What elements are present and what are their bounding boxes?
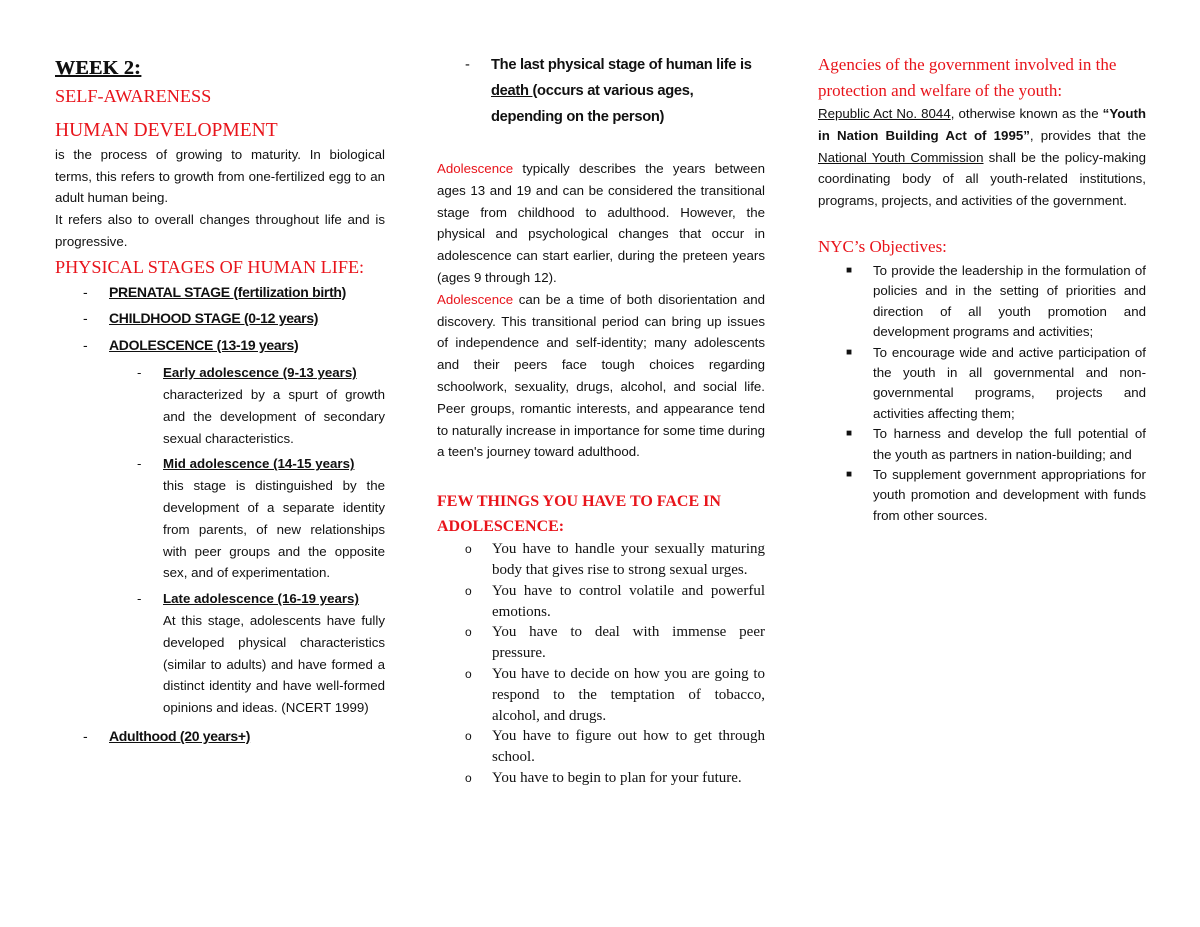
adulthood-list: [55, 723, 385, 750]
nyc-name: National Youth Commission: [818, 149, 984, 165]
list-item: o You have to decide on how you are going to respond to the temptation of tobacco, alcohol, and drugs.: [465, 665, 765, 724]
adolescence-paragraph-2: Adolescence can be a time of both disorientation and discovery. This transitional period can bring up issues of independence and self-identity; many adolescents and their peers face tough choices regarding schoolwork, sexuality, drugs, alcohol, and social life. Peer groups, romantic interests, and appearance tend to naturally increase in importance for some time during a teen's journey toward adulthood.: [437, 291, 765, 460]
substage-item: - Mid adolescence (14-15 years) this stage is distinguished by the development of a separate identity from parents, of new relationships with peer groups and the opposite sex, and of experimentation.: [137, 456, 385, 581]
objectives-heading: NYC’s Objectives:: [818, 236, 947, 256]
physical-stages-heading: PHYSICAL STAGES OF HUMAN LIFE:: [55, 256, 365, 277]
objectives-list: [818, 261, 1146, 526]
list-item: o You have to handle your sexually maturing body that gives rise to strong sexual urges.: [465, 541, 765, 578]
column-middle: [437, 52, 765, 789]
list-item: o You have to begin to plan for your future.: [465, 769, 742, 786]
list-item: o You have to figure out how to get through school.: [465, 728, 765, 766]
substage-text: At this stage, adolescents have fully developed physical characteristics (similar to adults) and have formed a distinct identity and have well-formed opinions and ideas. (NCERT 1999): [163, 613, 385, 716]
substage-title: Mid adolescence (14-15 years): [163, 456, 355, 472]
adolescence-term: Adolescence: [437, 161, 514, 176]
substage-title: Early adolescence (9-13 years): [163, 365, 357, 381]
adolescence-paragraph-1: Adolescence typically describes the years between ages 13 and 19 and can be considered the transitional stage from childhood to adulthood. However, the physical and psychological changes that occur in adolescence can start earlier, during the preteen years (ages 9 through 12).: [437, 161, 765, 285]
few-things-heading: FEW THINGS YOU HAVE TO FACE IN ADOLESCENCE:: [437, 493, 721, 536]
substage-item: - Early adolescence (9-13 years) characterized by a spurt of growth and the development of secondary sexual characteristics.: [137, 365, 385, 446]
ra-paragraph: Republic Act No. 8044, otherwise known as the “Youth in Nation Building Act of 1995”, provides that the National Youth Commission shall be the policy-making coordinating body of all youth-related institutions, programs, projects, and activities of the government.: [818, 106, 1147, 209]
stage-item: - ADOLESCENCE (13-19 years): [83, 336, 299, 353]
ra-link: Republic Act No. 8044: [818, 106, 951, 121]
substage-title: Late adolescence (16-19 years): [163, 591, 359, 607]
intro-paragraph-2: It refers also to overall changes throughout life and is progressive.: [55, 212, 385, 249]
intro-paragraph: is the process of growing to maturity. In biological terms, this refers to growth from one-fertilized egg to an adult human being.: [55, 146, 385, 206]
stage-item: - CHILDHOOD STAGE (0-12 years): [83, 310, 319, 327]
last-stage-list: [437, 52, 765, 130]
list-item: ■ To provide the leadership in the formulation of policies and in the setting of priorities and direction of all youth promotion and development programs and activities;: [846, 262, 1146, 340]
list-item: ■ To supplement government appropriations for youth promotion and development with funds from other sources.: [846, 467, 1146, 523]
stages-list: [55, 279, 385, 359]
ra-name: “Youth in Nation Building Act of 1995”: [818, 106, 1146, 143]
last-stage-item: - The last physical stage of human life is death (occurs at various ages, depending on the person): [465, 57, 752, 125]
agencies-heading: Agencies of the government involved in the protection and welfare of the youth:: [818, 55, 1117, 100]
substage-text: characterized by a spurt of growth and the development of secondary sexual characteristics.: [163, 387, 385, 446]
stage-item-adulthood: - Adulthood (20 years+): [83, 728, 251, 745]
list-item: ■ To harness and develop the full potential of the youth as partners in nation-building; and: [846, 426, 1146, 462]
few-things-list: [437, 539, 765, 789]
adolescence-term: Adolescence: [437, 291, 514, 307]
list-item: o You have to control volatile and powerful emotions.: [465, 582, 765, 620]
substages-list: [55, 362, 385, 719]
column-right: [818, 52, 1146, 526]
stage-item: - PRENATAL STAGE (fertilization birth): [83, 283, 347, 300]
week-title: WEEK 2:: [55, 57, 141, 79]
list-item: o You have to deal with immense peer pressure.: [465, 624, 765, 662]
substage-item: - Late adolescence (16-19 years) At this stage, adolescents have fully developed physical characteristics (similar to adults) and have formed a distinct identity and have well-formed opinions and ideas. (NCERT 1999): [137, 591, 385, 716]
self-awareness-heading: SELF-AWARENESS: [55, 85, 212, 106]
column-left: [55, 52, 385, 750]
list-item: ■ To encourage wide and active participation of the youth in all governmental and non-governmental programs, projects and activities affecting them;: [846, 344, 1146, 421]
substage-text: this stage is distinguished by the development of a separate identity from parents, of new relationships with peer groups and the opposite sex, and of experimentation.: [163, 478, 385, 581]
death-word: death: [491, 83, 533, 99]
human-development-heading: HUMAN DEVELOPMENT: [55, 119, 278, 141]
